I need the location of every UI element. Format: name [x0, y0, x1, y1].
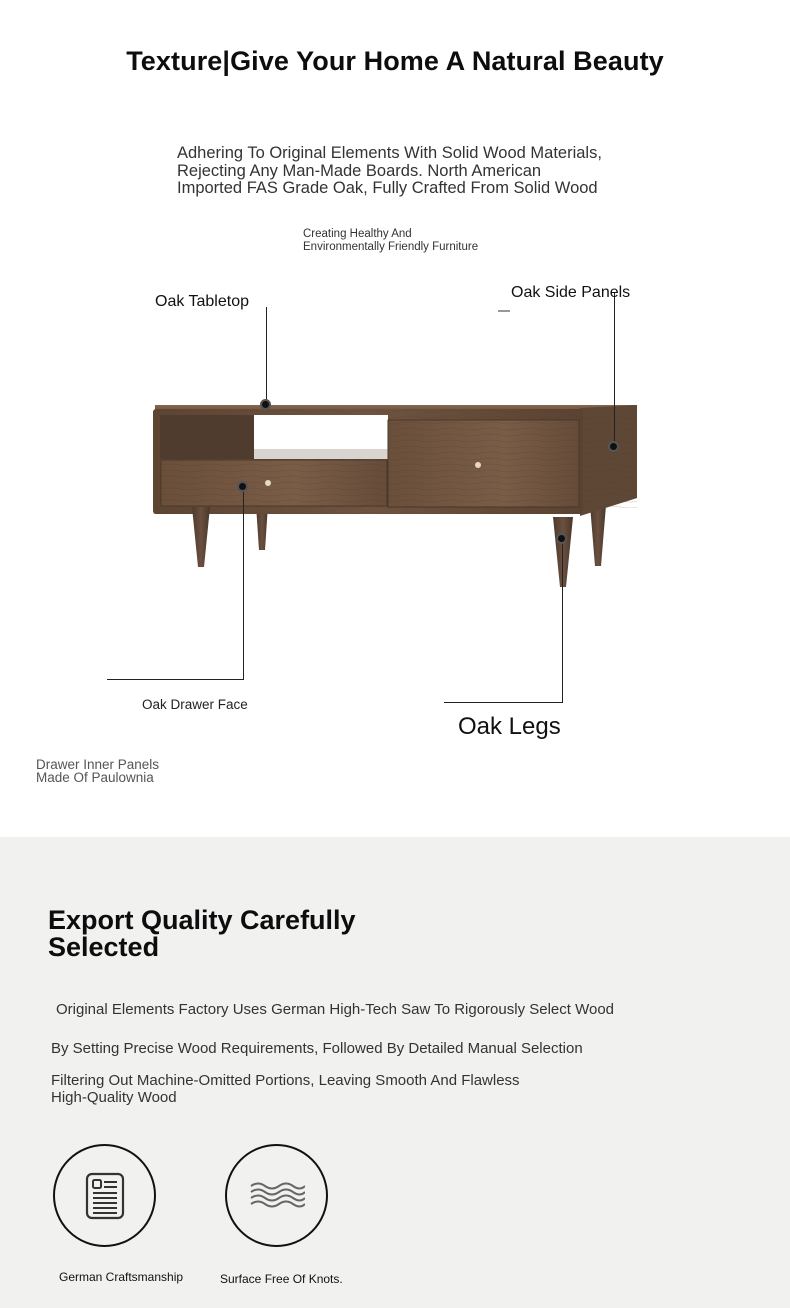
texture-intro: Adhering To Original Elements With Solid Wood Materials, Rejecting Any Man-Made Boards. North American Imported FAS Grade Oak, Fully Crafted From Solid Wood [177, 144, 602, 197]
quality-section [0, 837, 790, 1308]
drawer-face-callout-dot [237, 481, 248, 492]
drawer-inner-note-2: Made Of Paulownia [36, 769, 154, 785]
callout-oak-drawer-face: Oak Drawer Face [142, 697, 248, 712]
legs-callout-dot [556, 533, 567, 544]
quality-paragraph-3: Filtering Out Machine-Omitted Portions, Leaving Smooth And Flawless [51, 1072, 520, 1089]
side-panels-callout-dot [608, 441, 619, 452]
tabletop-callout-line [266, 307, 267, 404]
drawer-inner-note-1: Drawer Inner Panels [36, 757, 160, 772]
drawer-face-callout-hline [107, 679, 244, 680]
legs-callout-line [562, 539, 563, 703]
side-panels-callout-line [614, 292, 615, 446]
left-drawer-knob [265, 480, 271, 486]
back-right-leg [590, 505, 606, 566]
document-icon [84, 1171, 126, 1221]
front-right-leg [553, 517, 573, 587]
texture-subline-2: Environmentally Friendly Furniture [303, 241, 479, 253]
callout-oak-side-panels: Oak Side Panels [511, 284, 631, 301]
front-left-leg [192, 507, 210, 567]
quality-paragraph-2: By Setting Precise Wood Requirements, Followed By Detailed Manual Selection [51, 1040, 583, 1057]
feature-circle-knots [225, 1144, 328, 1247]
texture-title: Texture|Give Your Home A Natural Beauty [126, 46, 664, 76]
tabletop-callout-dot [260, 399, 271, 410]
legs-callout-hline [444, 702, 563, 703]
quality-paragraph-4: High-Quality Wood [51, 1089, 177, 1106]
callout-oak-legs: Oak Legs [458, 713, 561, 740]
quality-title-2: Selected [48, 932, 160, 962]
feature-circle-craftsmanship [53, 1144, 156, 1247]
feature-label-knots: Surface Free Of Knots. [220, 1272, 343, 1286]
quality-title [48, 907, 388, 961]
feature-label-craftsmanship: German Craftsmanship [59, 1270, 184, 1284]
callout-oak-tabletop: Oak Tabletop [155, 293, 249, 310]
texture-subline-1: Creating Healthy And [303, 228, 412, 240]
quality-title-1: Export Quality Carefully [48, 905, 356, 935]
drawer-face-callout-line [243, 487, 244, 680]
drawer-inner-note [36, 759, 206, 784]
quality-paragraph-1: Original Elements Factory Uses German High-Tech Saw To Rigorously Select Wood [56, 1001, 615, 1018]
right-drawer-knob [475, 462, 481, 468]
waves-icon [249, 1181, 305, 1211]
